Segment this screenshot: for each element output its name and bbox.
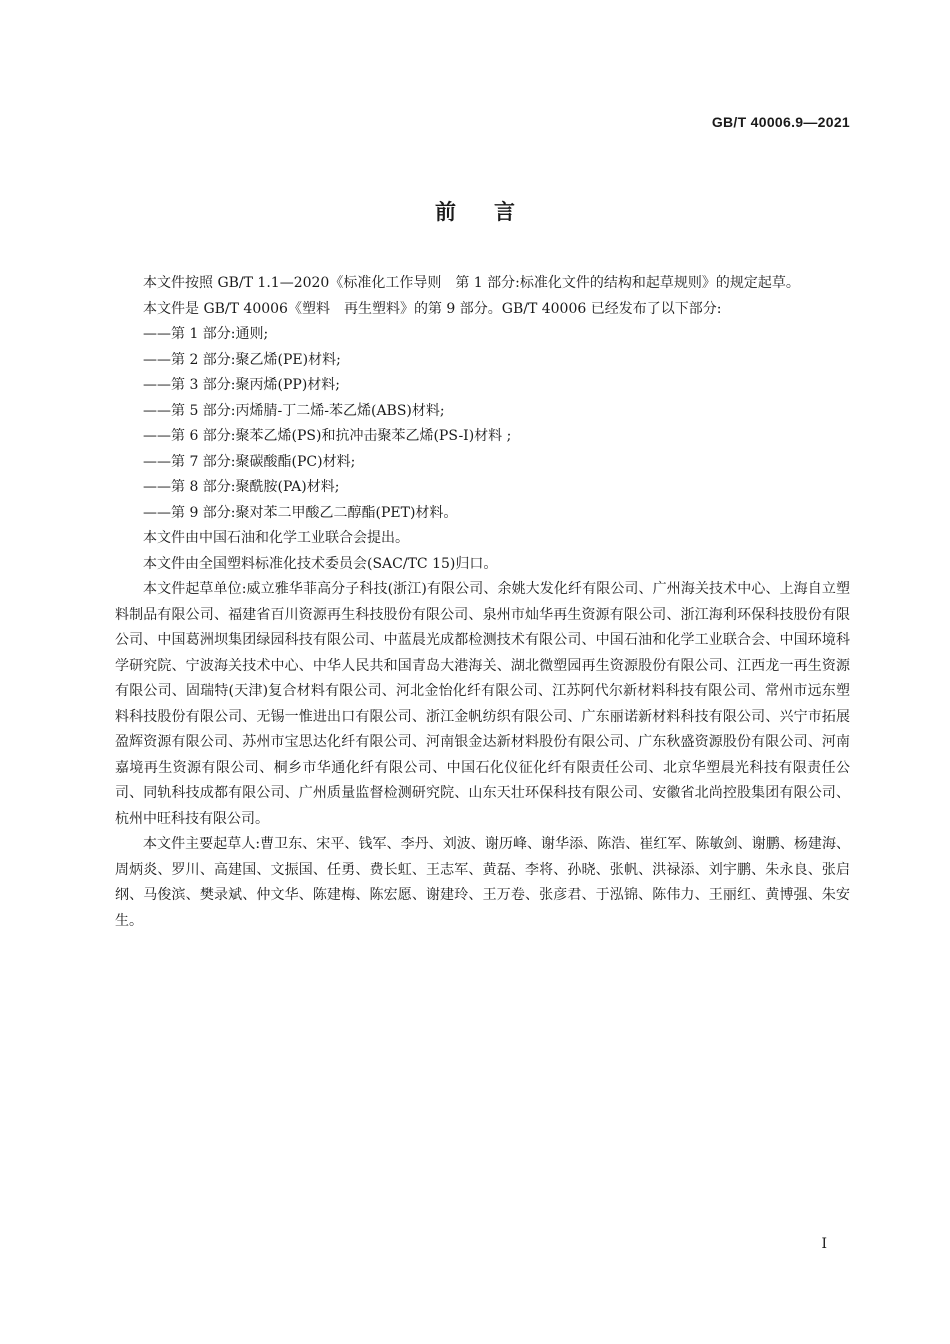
list-item: ——第 1 部分:通则; — [143, 326, 269, 342]
list-item: ——第 7 部分:聚碳酸酯(PC)材料; — [143, 453, 356, 470]
intro-paragraph-series: 本文件是 GB/T 40006《塑料 再生塑料》的第 9 部分。GB/T 40006 已经发布了以下部分: — [143, 300, 722, 317]
drafters-paragraph: 本文件主要起草人:曹卫东、宋平、钱军、李丹、刘波、谢历峰、谢华添、陈浩、崔红军、陈敏剑、谢鹏、杨建海、周炳炎、罗川、高建国、文振国、任勇、费长虹、王志军、黄磊、李将、孙晓、张帆、洪禄添、刘宇鹏、朱永良、张启纲、马俊滨、樊录斌、仲文华、陈建梅、陈宏愿、谢建玲、王万卷、张彦君、于泓锦、陈伟力、王丽红、黄博强、朱安生。 — [115, 836, 850, 929]
list-item: ——第 6 部分:聚苯乙烯(PS)和抗冲击聚苯乙烯(PS-I)材料 ; — [143, 428, 512, 444]
standard-code: GB/T 40006.9—2021 — [711, 114, 850, 130]
list-item: ——第 8 部分:聚酰胺(PA)材料; — [143, 479, 340, 495]
intro-paragraph-drafting-rules: 本文件按照 GB/T 1.1—2020《标准化工作导则 第 1 部分:标准化文件的结构和起草规则》的规定起草。 — [143, 275, 800, 291]
page-title: 前言 — [435, 200, 553, 224]
list-item: ——第 2 部分:聚乙烯(PE)材料; — [143, 351, 341, 368]
centralized-by-statement: 本文件由全国塑料标准化技术委员会(SAC/TC 15)归口。 — [143, 555, 498, 572]
page-number: I — [821, 1236, 827, 1252]
list-item: ——第 9 部分:聚对苯二甲酸乙二醇酯(PET)材料。 — [143, 504, 458, 521]
proposed-by-statement: 本文件由中国石油和化学工业联合会提出。 — [143, 530, 409, 546]
drafting-units-paragraph: 本文件起草单位:威立雅华菲高分子科技(浙江)有限公司、余姚大发化纤有限公司、广州海关技术中心、上海自立塑料制品有限公司、福建省百川资源再生科技股份有限公司、泉州市灿华再生资源有限公司、浙江海利环保科技股份有限公司、中国葛洲坝集团绿园科技有限公司、中蓝晨光成都检测技术有限公司、中国石油和化学工业联合会、中国环境科学研究院、宁波海关技术中心、中华人民共和国青岛大港海关、湖北微塑园再生资源股份有限公司、江西龙一再生资源有限公司、固瑞特(天津)复合材料有限公司、河北金怡化纤有限公司、江苏阿代尔新材料科技有限公司、常州市远东塑料科技股份有限公司、无锡一惟进出口有限公司、浙江金帆纺织有限公司、广东丽诺新材料科技有限公司、兴宁市拓展盈辉资源有限公司、苏州市宝思达化纤有限公司、河南银金达新材料股份有限公司、广东秋盛资源股份有限公司、河南嘉境再生资源有限公司、桐乡市华通化纤有限公司、中国石化仪征化纤有限责任公司、北京华塑晨光科技有限责任公司、同轨科技成都有限公司、广州质量监督检测研究院、山东天壮环保科技有限公司、安徽省北尚控股集团有限公司、杭州中旺科技有限公司。 — [115, 581, 850, 827]
list-item: ——第 5 部分:丙烯腈-丁二烯-苯乙烯(ABS)材料; — [143, 402, 445, 419]
foreword-body — [115, 271, 850, 934]
list-item: ——第 3 部分:聚丙烯(PP)材料; — [143, 377, 341, 393]
